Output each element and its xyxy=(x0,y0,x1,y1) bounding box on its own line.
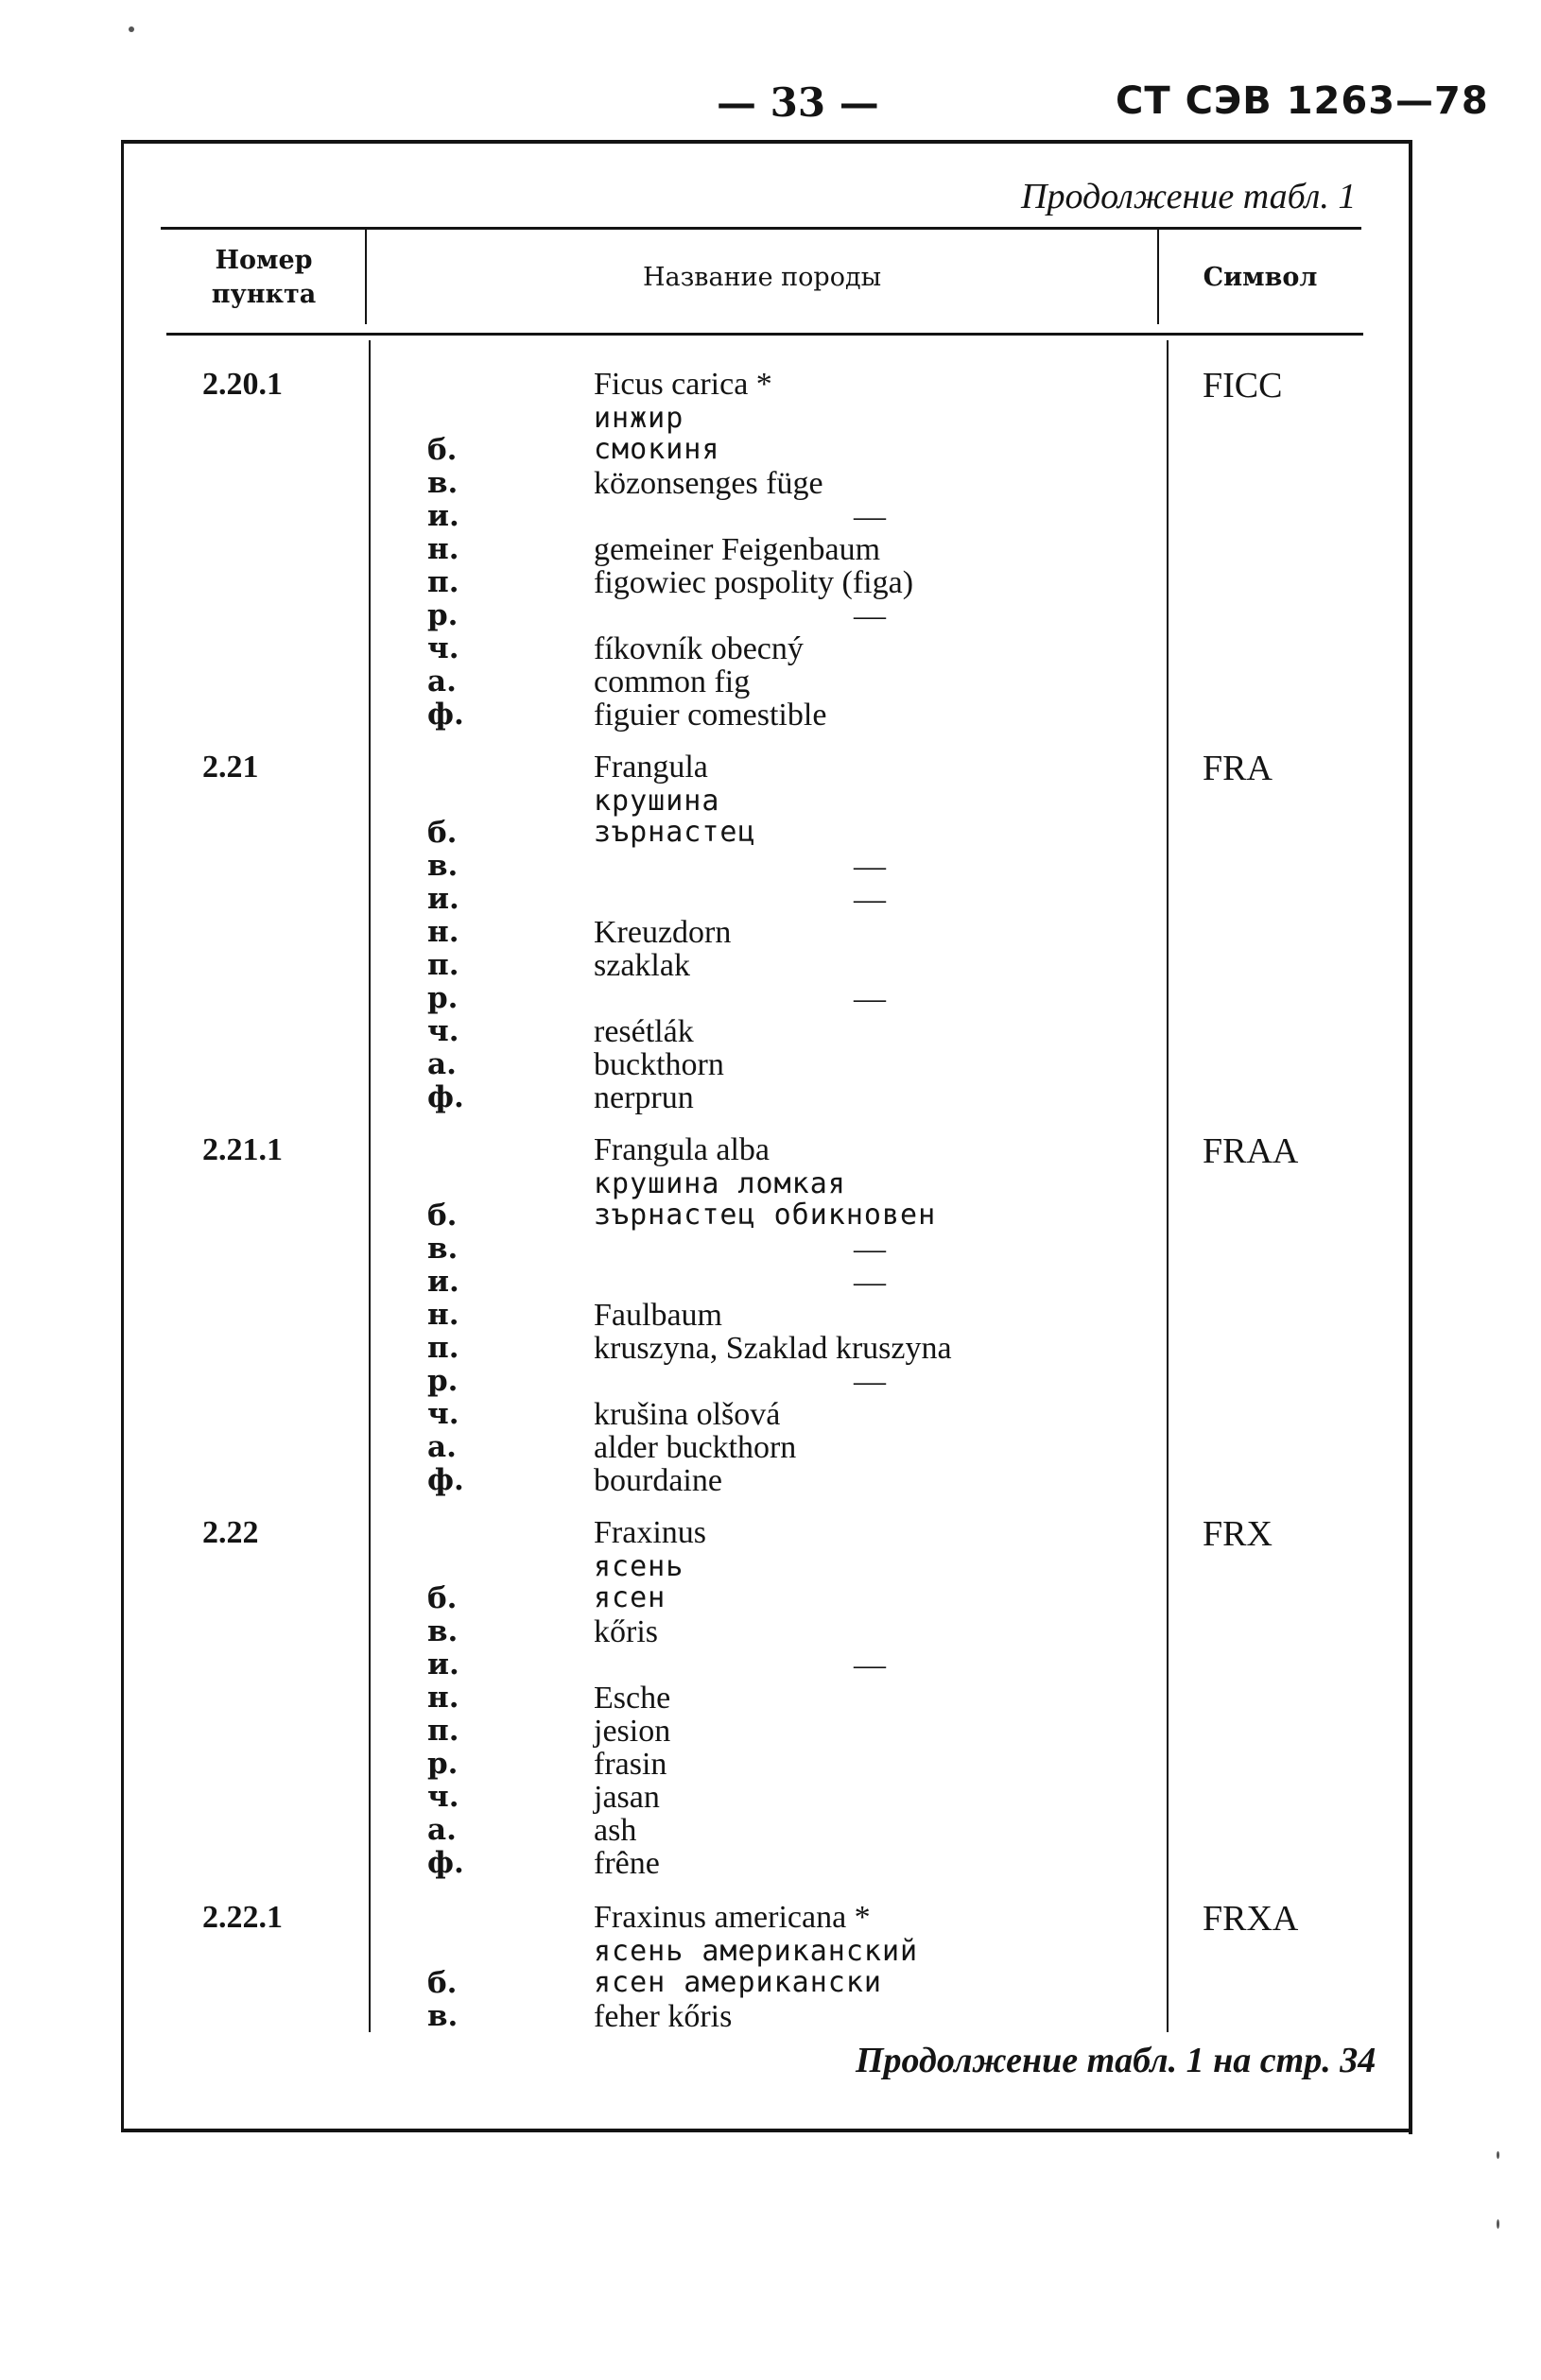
translated-name: ash xyxy=(594,1813,637,1848)
language-abbrev: в. xyxy=(427,1614,459,1648)
translated-name: gemeiner Feigenbaum xyxy=(594,532,881,567)
translated-name: figowiec pospolity (figa) xyxy=(594,565,914,600)
russian-name: инжир xyxy=(594,402,684,435)
language-abbrev: н. xyxy=(427,532,459,566)
translated-name: figuier comestible xyxy=(594,698,827,733)
language-abbrev: п. xyxy=(427,565,459,599)
language-abbrev: б. xyxy=(427,816,458,850)
frame-top-line xyxy=(121,140,1411,144)
language-abbrev: и. xyxy=(427,499,459,533)
language-abbrev: п. xyxy=(427,1714,459,1748)
language-abbrev: б. xyxy=(427,1199,458,1233)
russian-name: ясень американский xyxy=(594,1935,919,1968)
translated-name: kőris xyxy=(594,1614,658,1649)
translated-name: смокиня xyxy=(594,433,720,466)
translated-name: buckthorn xyxy=(594,1047,724,1082)
frame-right-line xyxy=(1409,140,1412,2134)
header-bottom-rule xyxy=(166,333,1363,336)
continuation-bottom: Продолжение табл. 1 на стр. 34 xyxy=(856,2041,1377,2080)
language-abbrev: ф. xyxy=(427,698,464,732)
translated-name: jasan xyxy=(594,1780,660,1815)
language-abbrev: н. xyxy=(427,915,459,949)
no-name-dash: — xyxy=(854,598,886,633)
no-name-dash: — xyxy=(854,1364,886,1399)
language-abbrev: р. xyxy=(427,1364,459,1398)
language-abbrev: б. xyxy=(427,1581,458,1615)
language-abbrev: и. xyxy=(427,1265,459,1299)
latin-name: Fraxinus xyxy=(594,1515,706,1550)
language-abbrev: в. xyxy=(427,849,459,883)
language-abbrev: и. xyxy=(427,1647,459,1682)
language-abbrev: ф. xyxy=(427,1463,464,1497)
item-number: 2.20.1 xyxy=(202,367,283,402)
language-abbrev: ф. xyxy=(427,1080,464,1114)
translated-name: jesion xyxy=(594,1714,671,1749)
continuation-top: Продолжение табл. 1 xyxy=(1021,177,1357,216)
language-abbrev: н. xyxy=(427,1298,459,1332)
translated-name: bourdaine xyxy=(594,1463,722,1498)
language-abbrev: п. xyxy=(427,1331,459,1365)
item-number: 2.22 xyxy=(202,1515,259,1550)
no-name-dash: — xyxy=(854,499,886,534)
latin-name: Frangula alba xyxy=(594,1132,770,1167)
language-abbrev: в. xyxy=(427,1999,459,2033)
language-abbrev: а. xyxy=(427,1430,457,1464)
scan-speck xyxy=(1497,2219,1499,2229)
language-abbrev: ч. xyxy=(427,1014,459,1048)
no-name-dash: — xyxy=(854,882,886,917)
language-abbrev: а. xyxy=(427,1813,457,1847)
language-abbrev: б. xyxy=(427,1966,458,2000)
scan-speck xyxy=(129,26,134,32)
language-abbrev: р. xyxy=(427,1747,459,1781)
no-name-dash: — xyxy=(854,1232,886,1267)
translated-name: fíkovník obecný xyxy=(594,631,804,666)
standard-designation: СТ СЭВ 1263—78 xyxy=(1116,79,1489,123)
translated-name: зърнастец обикновен xyxy=(594,1199,937,1232)
language-abbrev: ч. xyxy=(427,631,459,665)
latin-name: Fraxinus americana * xyxy=(594,1900,871,1935)
column-header-name: Название породы xyxy=(642,263,882,292)
russian-name: ясень xyxy=(594,1550,684,1583)
item-number: 2.22.1 xyxy=(202,1900,283,1935)
translated-name: szaklak xyxy=(594,948,690,983)
translated-name: Esche xyxy=(594,1681,671,1716)
translated-name: kruszyna, Szaklad kruszyna xyxy=(594,1331,952,1366)
language-abbrev: р. xyxy=(427,981,459,1015)
translated-name: közonsenges füge xyxy=(594,466,823,501)
language-abbrev: а. xyxy=(427,1047,457,1081)
translated-name: frêne xyxy=(594,1846,660,1881)
language-abbrev: и. xyxy=(427,882,459,916)
translated-name: зърнастец xyxy=(594,816,756,849)
breed-symbol: FRA xyxy=(1203,749,1273,788)
russian-name: крушина xyxy=(594,785,720,818)
header-divider-2 xyxy=(1157,230,1159,324)
frame-left-line xyxy=(121,140,124,2132)
translated-name: ясен американски xyxy=(594,1966,882,1999)
frame-bottom-line xyxy=(121,2129,1412,2132)
column-header-symbol: Символ xyxy=(1203,263,1318,292)
breed-symbol: FICC xyxy=(1203,366,1283,405)
breed-symbol: FRAA xyxy=(1203,1131,1299,1171)
translated-name: Kreuzdorn xyxy=(594,915,732,950)
header-top-rule xyxy=(161,227,1361,230)
page-number: — 33 — xyxy=(717,79,879,126)
breed-symbol: FRXA xyxy=(1203,1899,1299,1939)
item-number: 2.21 xyxy=(202,750,259,785)
scan-speck xyxy=(1497,2151,1499,2159)
russian-name: крушина ломкая xyxy=(594,1167,846,1200)
language-abbrev: б. xyxy=(427,433,458,467)
language-abbrev: п. xyxy=(427,948,459,982)
body-divider-2 xyxy=(1167,340,1169,2032)
no-name-dash: — xyxy=(854,849,886,884)
translated-name: frasin xyxy=(594,1747,667,1782)
latin-name: Frangula xyxy=(594,750,708,785)
breed-symbol: FRX xyxy=(1203,1514,1273,1554)
translated-name: common fig xyxy=(594,664,751,699)
language-abbrev: в. xyxy=(427,1232,459,1266)
language-abbrev: р. xyxy=(427,598,459,632)
item-number: 2.21.1 xyxy=(202,1132,283,1167)
no-name-dash: — xyxy=(854,1265,886,1300)
translated-name: ясен xyxy=(594,1581,667,1614)
translated-name: krušina olšová xyxy=(594,1397,781,1432)
language-abbrev: ф. xyxy=(427,1846,464,1880)
translated-name: nerprun xyxy=(594,1080,694,1115)
body-divider-1 xyxy=(369,340,371,2032)
translated-name: Faulbaum xyxy=(594,1298,722,1333)
column-header-number: Номер пункта xyxy=(211,246,317,309)
translated-name: feher kőris xyxy=(594,1999,733,2034)
language-abbrev: н. xyxy=(427,1681,459,1715)
no-name-dash: — xyxy=(854,981,886,1016)
no-name-dash: — xyxy=(854,1647,886,1682)
language-abbrev: ч. xyxy=(427,1397,459,1431)
latin-name: Ficus carica * xyxy=(594,367,772,402)
translated-name: alder buckthorn xyxy=(594,1430,797,1465)
translated-name: resétlák xyxy=(594,1014,694,1049)
language-abbrev: ч. xyxy=(427,1780,459,1814)
language-abbrev: в. xyxy=(427,466,459,500)
language-abbrev: а. xyxy=(427,664,457,698)
